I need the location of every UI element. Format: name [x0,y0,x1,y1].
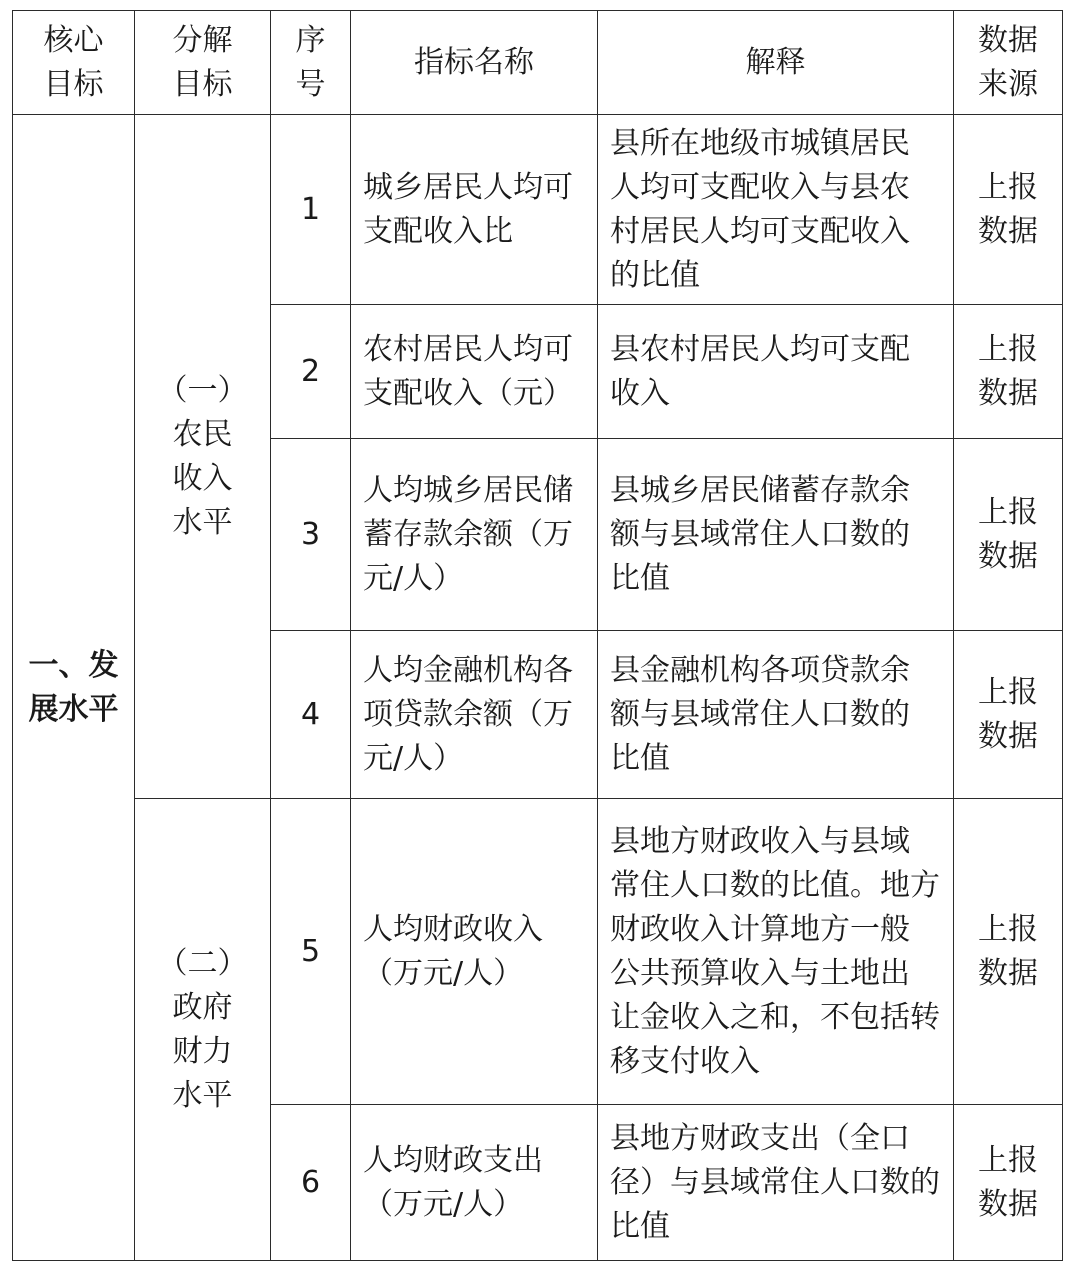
explanation-cell: 县所在地级市城镇居民 人均可支配收入与县农 村居民人均可支配收入 的比值 [598,115,954,305]
indicator-name-cell: 城乡居民人均可 支配收入比 [351,115,598,305]
table-row [13,799,1063,1105]
data-source-cell: 上报 数据 [954,439,1063,631]
data-source-cell: 上报 数据 [954,799,1063,1105]
explanation-cell: 县金融机构各项贷款余 额与县域常住人口数的 比值 [598,631,954,799]
explanation-cell: 县地方财政支出（全口 径）与县域常住人口数的 比值 [598,1105,954,1261]
seq-cell: 2 [271,305,351,439]
header-core-goal: 核心 目标 [13,11,135,115]
seq-cell: 5 [271,799,351,1105]
header-explanation: 解释 [598,11,954,115]
explanation-cell: 县城乡居民储蓄存款余 额与县域常住人口数的 比值 [598,439,954,631]
indicator-name-cell: 农村居民人均可 支配收入（元） [351,305,598,439]
header-sub-goal: 分解 目标 [135,11,271,115]
data-source-cell: 上报 数据 [954,115,1063,305]
indicator-name-cell: 人均财政支出 （万元/人） [351,1105,598,1261]
data-source-cell: 上报 数据 [954,631,1063,799]
table-row [13,115,1063,305]
core-goal-cell: 一、发 展水平 [13,115,135,1261]
indicator-name-cell: 人均财政收入 （万元/人） [351,799,598,1105]
data-source-cell: 上报 数据 [954,1105,1063,1261]
seq-cell: 3 [271,439,351,631]
header-data-source: 数据 来源 [954,11,1063,115]
sub-goal-cell-1: （一） 农民 收入 水平 [135,115,271,799]
explanation-cell: 县地方财政收入与县域 常住人口数的比值。地方 财政收入计算地方一般 公共预算收入与土地出 让金收入之和，不包括转 移支付收入 [598,799,954,1105]
seq-cell: 1 [271,115,351,305]
indicator-table [12,10,1063,1261]
header-row [13,11,1063,115]
seq-cell: 6 [271,1105,351,1261]
header-seq: 序 号 [271,11,351,115]
explanation-cell: 县农村居民人均可支配 收入 [598,305,954,439]
seq-cell: 4 [271,631,351,799]
data-source-cell: 上报 数据 [954,305,1063,439]
indicator-name-cell: 人均城乡居民储 蓄存款余额（万 元/人） [351,439,598,631]
sub-goal-cell-2: （二） 政府 财力 水平 [135,799,271,1261]
header-indicator-name: 指标名称 [351,11,598,115]
indicator-name-cell: 人均金融机构各 项贷款余额（万 元/人） [351,631,598,799]
